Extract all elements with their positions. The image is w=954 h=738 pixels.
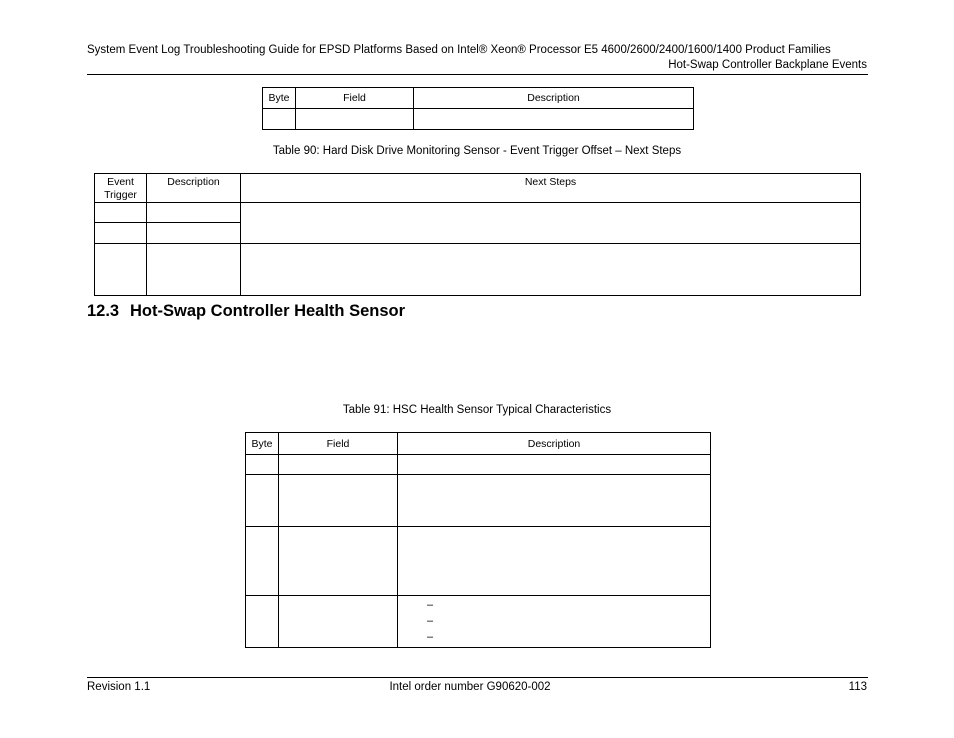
table-cell <box>246 455 279 475</box>
table-cell <box>95 203 147 223</box>
table-cell <box>398 475 711 527</box>
table-cell <box>279 596 398 648</box>
table-cell <box>279 455 398 475</box>
page-number: 113 <box>848 681 867 693</box>
column-header-byte: Byte <box>263 88 296 109</box>
table-cell <box>95 244 147 296</box>
table-cell <box>414 109 694 130</box>
list-dash: – <box>427 615 434 627</box>
list-dash: – <box>427 631 434 643</box>
column-header-description: Description <box>398 433 711 455</box>
table-row <box>246 475 711 527</box>
table-cell <box>241 203 861 244</box>
table-cell <box>279 475 398 527</box>
table-row <box>95 203 861 223</box>
table-91-caption: Table 91: HSC Health Sensor Typical Characteristics <box>342 404 612 416</box>
table-cell <box>246 527 279 596</box>
column-header-byte: Byte <box>246 433 279 455</box>
table-row <box>246 596 711 648</box>
table-cell <box>279 527 398 596</box>
table-cell <box>398 455 711 475</box>
section-number: 12.3 <box>87 302 120 320</box>
section-title: Hot-Swap Controller Health Sensor <box>130 302 406 320</box>
table-cell <box>241 244 861 296</box>
table-cell <box>246 475 279 527</box>
table-90 <box>94 173 861 296</box>
column-header-next-steps: Next Steps <box>241 174 861 203</box>
table-90-caption: Table 90: Hard Disk Drive Monitoring Sensor - Event Trigger Offset – Next Steps <box>272 145 682 157</box>
column-header-field: Field <box>279 433 398 455</box>
table-91 <box>245 432 711 648</box>
table-row <box>246 527 711 596</box>
table-cell <box>147 223 241 244</box>
column-header-description: Description <box>414 88 694 109</box>
table-cell <box>296 109 414 130</box>
table-row <box>246 455 711 475</box>
footer-rule <box>87 677 868 678</box>
table-cell <box>246 596 279 648</box>
table-cell <box>398 527 711 596</box>
column-header-event-trigger: Event Trigger <box>95 174 147 203</box>
header-rule <box>87 74 868 75</box>
table-cell <box>147 203 241 223</box>
section-heading <box>87 302 405 321</box>
table-continuation <box>262 87 694 130</box>
running-header-section: Hot-Swap Controller Backplane Events <box>668 59 867 71</box>
table-cell <box>398 596 711 648</box>
table-row <box>263 109 694 130</box>
table-cell <box>147 244 241 296</box>
footer-order-number: Intel order number G90620-002 <box>389 681 551 693</box>
footer-revision: Revision 1.1 <box>87 681 151 693</box>
table-row <box>95 244 861 296</box>
table-cell <box>95 223 147 244</box>
column-header-description: Description <box>147 174 241 203</box>
column-header-field: Field <box>296 88 414 109</box>
running-header-title: System Event Log Troubleshooting Guide for EPSD Platforms Based on Intel® Xeon® Processor E5 4600/2600/2400/1600/1400 Product Families <box>87 44 831 56</box>
list-dash: – <box>427 599 434 611</box>
table-cell <box>263 109 296 130</box>
